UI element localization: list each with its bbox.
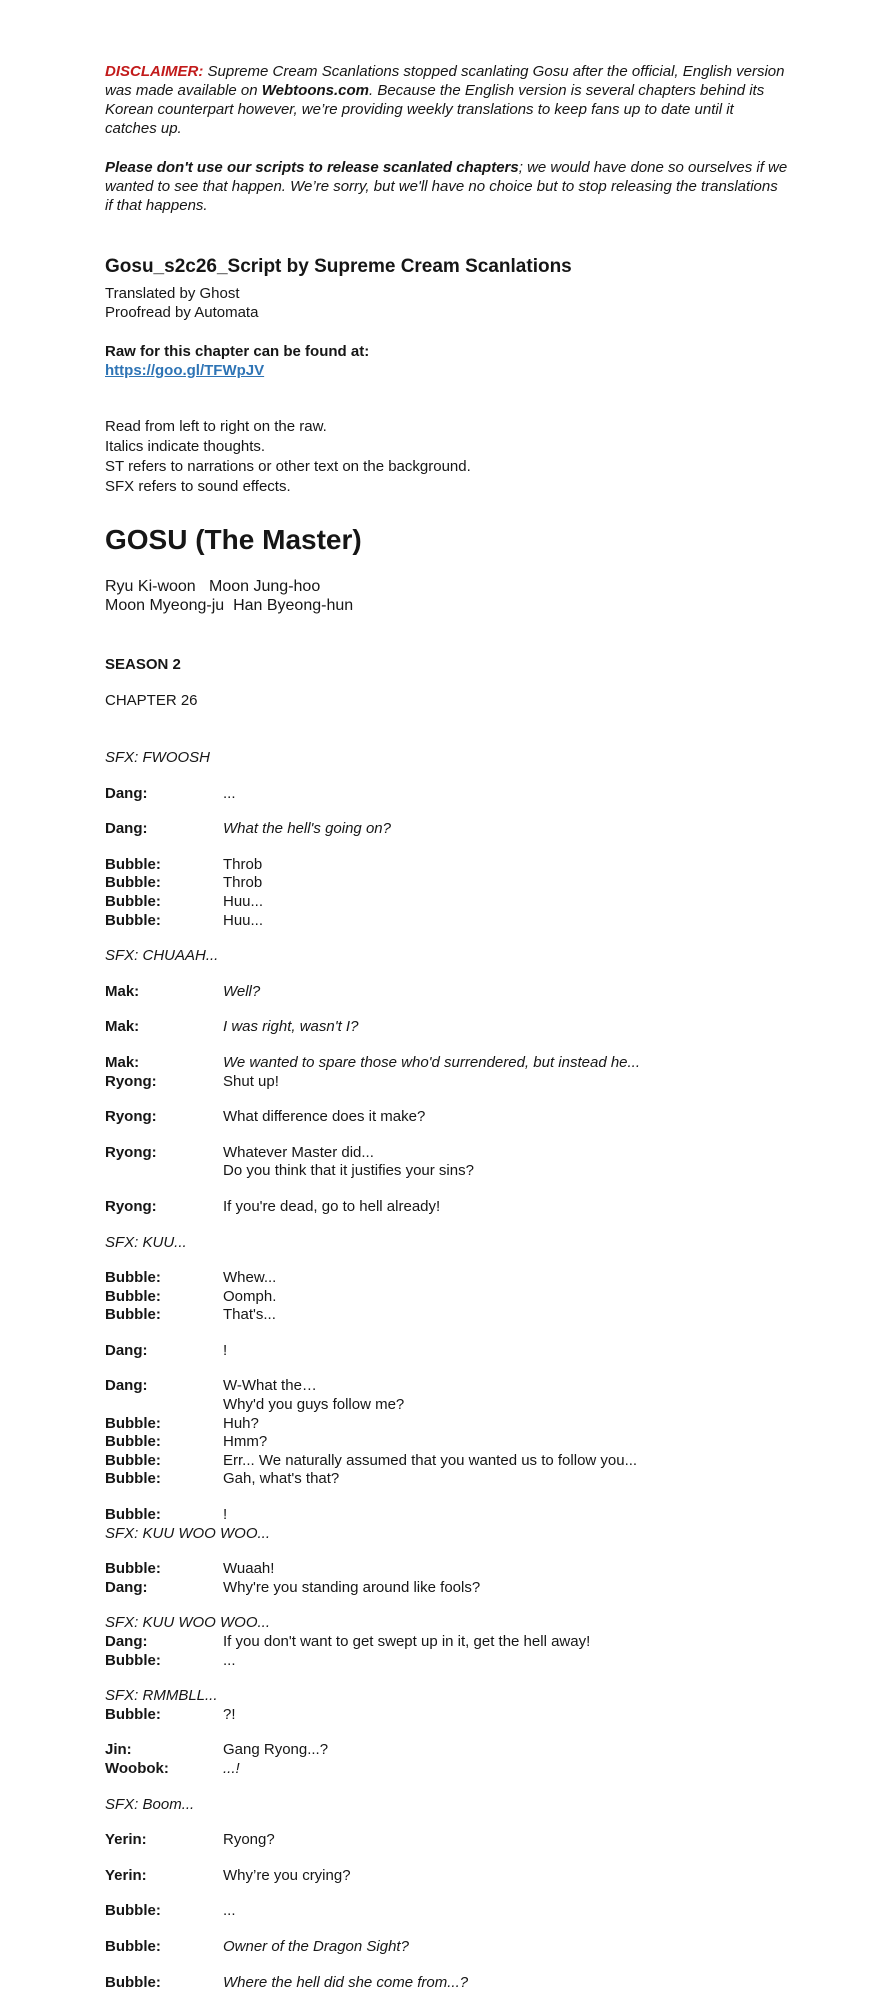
sfx-line: SFX: CHUAAH...: [105, 947, 219, 965]
dialogue-text: Why'd you guys follow me?: [223, 1396, 405, 1414]
speaker-label: [105, 1162, 223, 1181]
disclaimer-paragraph: [105, 158, 790, 215]
speaker-label: Bubble:: [105, 1269, 161, 1287]
speaker-label: Mak:: [105, 1053, 140, 1071]
disclaimer-line: [105, 62, 790, 81]
script-line: [105, 1902, 790, 1921]
script-line: [105, 1108, 790, 1127]
dialogue-text: Oomph.: [223, 1287, 277, 1305]
dialogue-text: Huu...: [223, 892, 264, 910]
speaker-label: Dang:: [105, 1377, 148, 1395]
script-line: [105, 1633, 790, 1652]
credit-proofread: Proofread by Automata: [105, 304, 259, 321]
speaker-label: Mak:: [105, 1018, 140, 1036]
dialogue-text: Whew...: [223, 1269, 277, 1287]
script-line: [105, 1073, 790, 1092]
speaker-label: Bubble:: [105, 1651, 161, 1669]
script-line: [105, 1162, 790, 1181]
dialogue-text: Gang Ryong...?: [223, 1741, 329, 1759]
note-line: Italics indicate thoughts.: [105, 438, 266, 455]
speaker-label: Jin:: [105, 1741, 132, 1759]
dialogue-text: !: [223, 1506, 228, 1524]
script-block: [105, 1234, 790, 1253]
raw-link[interactable]: https://goo.gl/TFWpJV: [105, 362, 265, 379]
disclaimer-keyword: DISCLAIMER:: [105, 63, 208, 80]
script-block: [105, 820, 790, 839]
disclaimer-text: was made available on: [105, 82, 262, 99]
reading-notes: [105, 417, 790, 497]
script-body: [105, 749, 790, 1992]
dialogue-text: Gah, what's that?: [223, 1470, 340, 1488]
sfx-line: SFX: KUU WOO WOO...: [105, 1614, 270, 1632]
dialogue-text: If you're dead, go to hell already!: [223, 1197, 441, 1215]
disclaimer-text: Webtoons.com: [261, 82, 369, 99]
script-block: [105, 1018, 790, 1037]
script-line: [105, 1415, 790, 1434]
script-line: [105, 1288, 790, 1307]
speaker-label: Dang:: [105, 1341, 148, 1359]
sfx-line: SFX: RMMBLL...: [105, 1687, 218, 1705]
disclaimer-text: if that happens.: [105, 197, 208, 214]
script-line: [105, 1760, 790, 1779]
dialogue-text: Owner of the Dragon Sight?: [223, 1937, 409, 1955]
script-line: [105, 874, 790, 893]
speaker-label: Bubble:: [105, 892, 161, 910]
speaker-label: Bubble:: [105, 911, 161, 929]
dialogue-text: Well?: [223, 982, 261, 1000]
script-line: [105, 1938, 790, 1957]
disclaimer-line: [105, 196, 790, 215]
script-line: [105, 1741, 790, 1760]
script-line: [105, 1396, 790, 1415]
speaker-label: Ryong:: [105, 1108, 157, 1126]
disclaimer-line: [105, 158, 790, 177]
speaker-label: Dang:: [105, 1578, 148, 1596]
speaker-label: Mak:: [105, 982, 140, 1000]
dialogue-text: Why’re you crying?: [223, 1866, 351, 1884]
credit-translated: Translated by Ghost: [105, 285, 240, 302]
speaker-label: Bubble:: [105, 1902, 161, 1920]
dialogue-text: Whatever Master did...: [223, 1143, 374, 1161]
dialogue-text: !: [223, 1341, 228, 1359]
script-block: [105, 1108, 790, 1127]
script-title: Gosu_s2c26_Script by Supreme Cream Scanlations: [105, 256, 572, 277]
dialogue-text: ...: [223, 1651, 236, 1669]
script-line: [105, 983, 790, 1002]
script-line: [105, 1470, 790, 1489]
sfx-line: SFX: KUU...: [105, 1233, 187, 1251]
speaker-label: Dang:: [105, 1633, 148, 1650]
script-block: [105, 1506, 790, 1543]
speaker-label: Ryong:: [105, 1197, 157, 1215]
script-line: [105, 1433, 790, 1452]
speaker-label: Woobok:: [105, 1759, 169, 1777]
script-line: [105, 1974, 790, 1993]
speaker-label: Bubble:: [105, 855, 161, 873]
season-heading: SEASON 2: [105, 656, 181, 673]
sfx-line: SFX: FWOOSH: [105, 749, 210, 766]
dialogue-text: Huu...: [223, 911, 264, 929]
script-line: [105, 1867, 790, 1886]
disclaimer-line: [105, 177, 790, 196]
speaker-label: Yerin:: [105, 1866, 147, 1884]
script-line: [105, 1269, 790, 1288]
author-line: Moon Myeong-ju Han Byeong-hun: [105, 597, 354, 614]
speaker-label: Ryong:: [105, 1143, 157, 1161]
dialogue-text: Where the hell did she come from...?: [223, 1973, 469, 1991]
script-block: [105, 1144, 790, 1181]
speaker-label: Bubble:: [105, 1470, 161, 1488]
dialogue-text: That's...: [223, 1306, 276, 1324]
dialogue-text: Do you think that it justifies your sins?: [223, 1162, 474, 1180]
speaker-label: Bubble:: [105, 874, 161, 892]
disclaimer-text: wanted to see that happen. We’re sorry, but we'll have no choice but to stop releasing the translations: [105, 178, 778, 195]
script-block: [105, 1796, 790, 1815]
script-block: [105, 1198, 790, 1217]
script-line: [105, 1506, 790, 1525]
dialogue-text: Huh?: [223, 1414, 259, 1432]
speaker-label: Bubble:: [105, 1560, 161, 1578]
dialogue-text: If you don't want to get swept up in it, get the hell away!: [223, 1633, 591, 1650]
dialogue-text: We wanted to spare those who'd surrendered, but instead he...: [223, 1053, 641, 1071]
speaker-label: Dang:: [105, 820, 148, 838]
script-line: [105, 1706, 790, 1725]
speaker-label: Bubble:: [105, 1414, 161, 1432]
script-block: [105, 983, 790, 1002]
script-line: [105, 1198, 790, 1217]
script-line: [105, 912, 790, 931]
series-title: GOSU (The Master): [105, 524, 362, 555]
raw-label: Raw for this chapter can be found at:: [105, 343, 370, 360]
speaker-label: [105, 1396, 223, 1415]
script-block: [105, 1614, 790, 1670]
disclaimer-text: catches up.: [105, 120, 182, 137]
script-line: [105, 1342, 790, 1361]
script-block: [105, 1054, 790, 1091]
speaker-label: Bubble:: [105, 1287, 161, 1305]
chapter-heading: CHAPTER 26: [105, 692, 198, 709]
script-line: [105, 1579, 790, 1598]
disclaimer-line: [105, 81, 790, 100]
script-block: [105, 1938, 790, 1957]
script-block: [105, 785, 790, 804]
script-block: [105, 1831, 790, 1850]
script-line: [105, 1831, 790, 1850]
script-block: [105, 1687, 790, 1724]
speaker-label: Bubble:: [105, 1973, 161, 1991]
dialogue-text: Why're you standing around like fools?: [223, 1578, 481, 1596]
speaker-label: Bubble:: [105, 1451, 161, 1469]
disclaimer-text: Supreme Cream Scanlations stopped scanlating Gosu after the official, English version: [207, 63, 785, 80]
dialogue-text: Hmm?: [223, 1433, 268, 1451]
dialogue-text: ...!: [223, 1759, 240, 1777]
speaker-label: Bubble:: [105, 1705, 161, 1723]
speaker-label: Bubble:: [105, 1937, 161, 1955]
dialogue-text: Ryong?: [223, 1831, 275, 1849]
dialogue-text: ?!: [223, 1705, 236, 1723]
dialogue-text: ...: [223, 784, 236, 802]
script-line: [105, 1452, 790, 1471]
script-block: [105, 1342, 790, 1361]
sfx-line: SFX: Boom...: [105, 1795, 195, 1813]
dialogue-text: Wuaah!: [223, 1560, 275, 1578]
script-block: [105, 947, 790, 966]
script-line: [105, 785, 790, 804]
script-line: [105, 1018, 790, 1037]
script-line: [105, 1054, 790, 1073]
script-block: [105, 749, 790, 768]
dialogue-text: W-What the…: [223, 1377, 317, 1395]
script-line: [105, 1652, 790, 1671]
script-block: [105, 1867, 790, 1886]
speaker-label: Bubble:: [105, 1306, 161, 1324]
dialogue-text: I was right, wasn't I?: [223, 1018, 359, 1036]
disclaimer-text: Korean counterpart however, we’re providing weekly translations to keep fans up to date until it: [105, 101, 734, 118]
script-line: [105, 1306, 790, 1325]
script-line: [105, 1377, 790, 1396]
script-line: [105, 820, 790, 839]
note-line: SFX refers to sound effects.: [105, 478, 291, 495]
disclaimer-text: ; we would have done so ourselves if we: [518, 159, 788, 176]
script-line: [105, 1144, 790, 1163]
dialogue-text: Throb: [223, 874, 263, 892]
disclaimer-paragraph: [105, 62, 790, 138]
speaker-label: Bubble:: [105, 1433, 161, 1451]
script-block: [105, 856, 790, 930]
speaker-label: Yerin:: [105, 1831, 147, 1849]
dialogue-text: What difference does it make?: [223, 1108, 426, 1126]
dialogue-text: Err... We naturally assumed that you wanted us to follow you...: [223, 1451, 638, 1469]
script-block: [105, 1902, 790, 1921]
script-block: [105, 1741, 790, 1778]
author-names: [105, 577, 790, 615]
script-block: [105, 1377, 790, 1489]
speaker-label: Dang:: [105, 784, 148, 802]
note-line: ST refers to narrations or other text on the background.: [105, 458, 471, 475]
dialogue-text: Throb: [223, 855, 263, 873]
speaker-label: Bubble:: [105, 1506, 161, 1524]
author-line: Ryu Ki-woon Moon Jung-hoo: [105, 578, 321, 595]
note-line: Read from left to right on the raw.: [105, 418, 327, 435]
disclaimer: [105, 62, 790, 215]
script-block: [105, 1974, 790, 1993]
script-block: [105, 1269, 790, 1325]
disclaimer-text: . Because the English version is several chapters behind its: [369, 82, 765, 99]
speaker-label: Ryong:: [105, 1072, 157, 1090]
disclaimer-text: Please don't use our scripts to release scanlated chapters: [105, 159, 519, 176]
script-line: [105, 893, 790, 912]
dialogue-text: Shut up!: [223, 1072, 279, 1090]
script-block: [105, 1560, 790, 1597]
script-line: [105, 856, 790, 875]
disclaimer-line: [105, 119, 790, 138]
dialogue-text: What the hell's going on?: [223, 820, 391, 838]
script-line: [105, 1560, 790, 1579]
dialogue-text: ...: [223, 1902, 236, 1920]
disclaimer-line: [105, 100, 790, 119]
sfx-line: SFX: KUU WOO WOO...: [105, 1524, 270, 1542]
